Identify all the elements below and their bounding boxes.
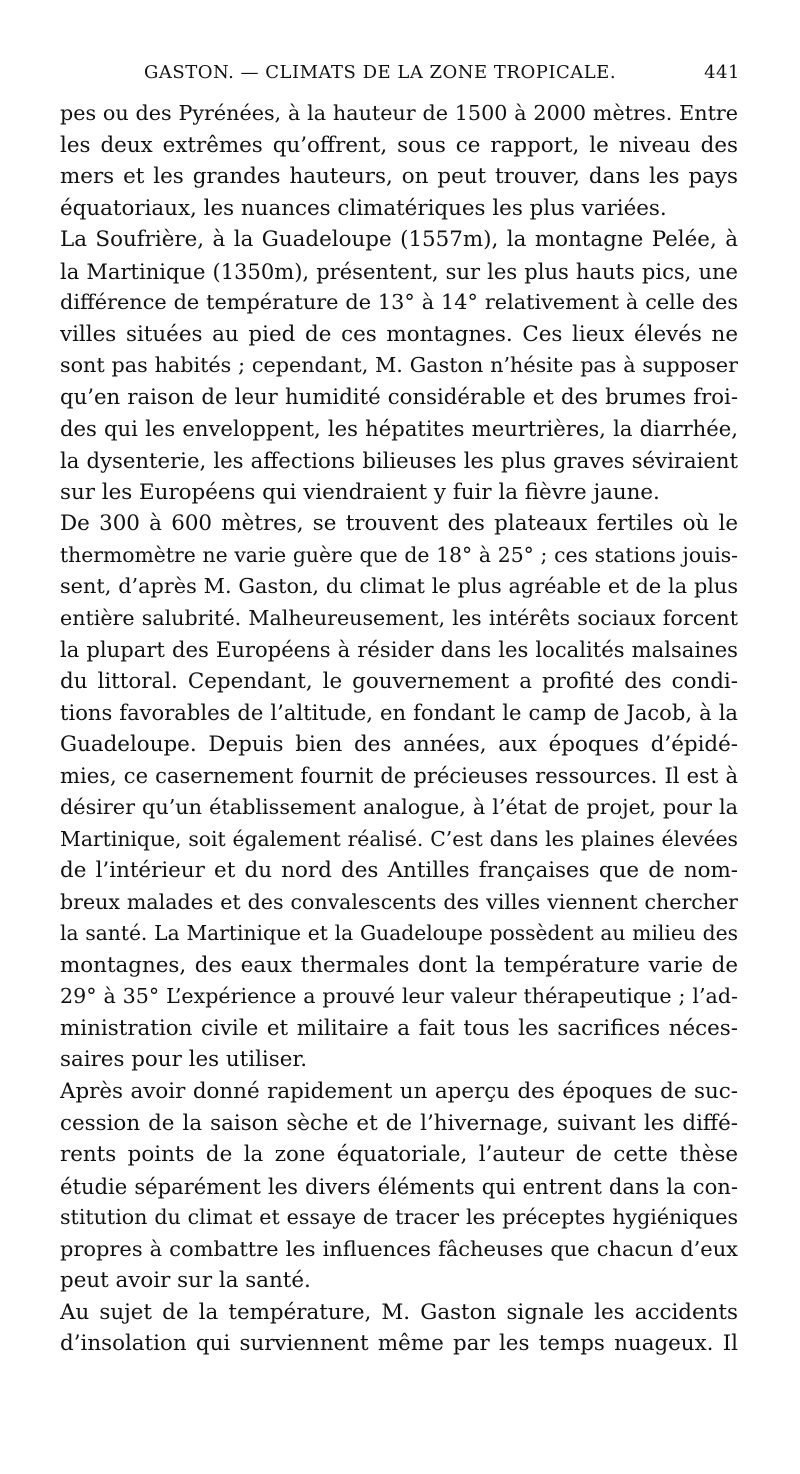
text-line: mers et les grandes hauteurs, on peut trouver, dans les pays xyxy=(60,164,738,190)
text-line: la Martinique (1350m), présentent, sur les plus hauts pics, une xyxy=(60,258,738,284)
text-line: saires pour les utiliser. xyxy=(60,1047,308,1073)
text-line: ministration civile et militaire a fait tous les sacrifices néces- xyxy=(60,1015,738,1041)
text-line: sont pas habités ; cependant, M. Gaston n’hésite pas à supposer xyxy=(60,353,738,378)
text-line: d’insolation qui surviennent même par les temps nuageux. Il xyxy=(60,1331,738,1357)
text-line: tions favorables de l’altitude, en fondant le camp de Jacob, à la xyxy=(60,700,738,726)
text-line: Après avoir donné rapidement un aperçu des époques de suc- xyxy=(60,1078,738,1104)
text-line: étudie séparément les divers éléments qui entrent dans la con- xyxy=(60,1173,738,1199)
text-line: de l’intérieur et du nord des Antilles françaises que de nom- xyxy=(60,858,738,884)
text-line: Martinique, soit également réalisé. C’est dans les plaines élevées xyxy=(60,826,738,851)
body-text xyxy=(60,98,738,1360)
text-line: la plupart des Européens à résider dans les localités malsaines xyxy=(60,637,738,663)
text-line: breux malades et des convalescents des villes viennent chercher xyxy=(60,889,738,914)
running-header xyxy=(122,62,740,92)
text-line: 29° à 35° L’expérience a prouvé leur valeur thérapeutique ; l’ad- xyxy=(60,984,738,1009)
text-line: pes ou des Pyrénées, à la hauteur de 1500 à 2000 mètres. Entre xyxy=(60,101,738,125)
text-line: équatoriaux, les nuances climatériques les plus variées. xyxy=(60,195,667,221)
text-line: propres à combattre les influences fâcheuses que chacun d’eux xyxy=(60,1236,738,1261)
text-line: les deux extrêmes qu’offrent, sous ce rapport, le niveau des xyxy=(60,132,738,158)
text-line: villes situées au pied de ces montagnes. Ces lieux élevés ne xyxy=(60,321,738,347)
text-line: De 300 à 600 mètres, se trouvent des plateaux fertiles où le xyxy=(60,511,738,537)
text-line: Guadeloupe. Depuis bien des années, aux époques d’épidé- xyxy=(60,731,738,757)
text-line: Au sujet de la température, M. Gaston signale les accidents xyxy=(60,1299,738,1325)
text-line: sur les Européens qui viendraient y fuir la fièvre jaune. xyxy=(60,479,660,505)
text-line: mies, ce casernement fournit de précieuses ressources. Il est à xyxy=(60,763,738,789)
text-line: sent, d’après M. Gaston, du climat le plus agréable et de la plus xyxy=(60,574,738,599)
text-line: montagnes, des eaux thermales dont la température varie de xyxy=(60,952,738,978)
text-line: désirer qu’un établissement analogue, à l’état de projet, pour la xyxy=(60,795,738,820)
text-line: la santé. La Martinique et la Guadeloupe possèdent au milieu des xyxy=(60,921,738,946)
text-line: thermomètre ne varie guère que de 18° à 25° ; ces stations jouis- xyxy=(60,542,738,567)
page-number: 441 xyxy=(704,62,740,83)
text-line: entière salubrité. Malheureusement, les intérêts sociaux forcent xyxy=(60,605,738,630)
text-line: peut avoir sur la santé. xyxy=(60,1268,311,1294)
text-line: rents points de la zone équatoriale, l’auteur de cette thèse xyxy=(60,1142,738,1168)
text-line: la dysenterie, les affections bilieuses les plus graves séviraient xyxy=(60,448,738,474)
running-title: GASTON. — CLIMATS DE LA ZONE TROPICALE. xyxy=(144,62,617,83)
text-line: La Soufrière, à la Guadeloupe (1557m), la montagne Pelée, à xyxy=(60,227,738,253)
text-line: qu’en raison de leur humidité considérable et des brumes froi- xyxy=(60,384,738,410)
text-line: stitution du climat et essaye de tracer les préceptes hygiéniques xyxy=(60,1205,738,1230)
text-line: différence de température de 13° à 14° relativement à celle des xyxy=(60,290,738,315)
text-line: des qui les enveloppent, les hépatites meurtrières, la diarrhée, xyxy=(60,416,738,442)
text-line: du littoral. Cependant, le gouvernement a profité des condi- xyxy=(60,668,738,694)
text-line: cession de la saison sèche et de l’hivernage, suivant les diffé- xyxy=(60,1110,738,1136)
